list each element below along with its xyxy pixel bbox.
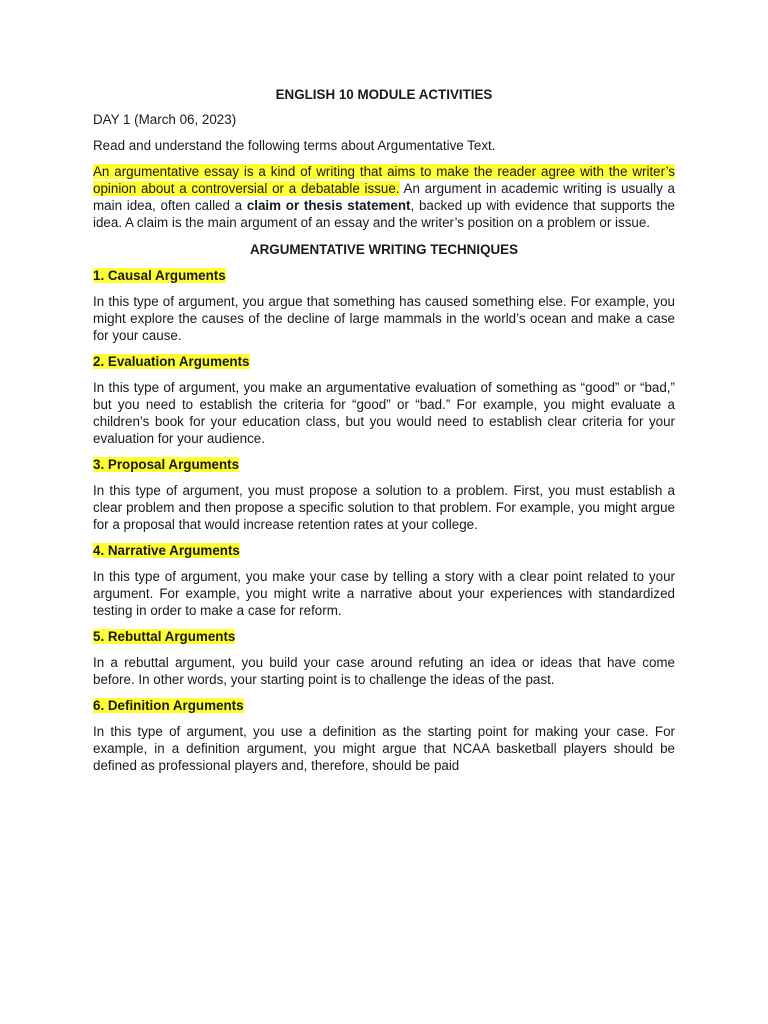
technique-heading-causal xyxy=(93,267,675,284)
technique-body-rebuttal: In a rebuttal argument, you build your case around refuting an idea or ideas that have come before. In other words, your starting point is to challenge the ideas of the past. xyxy=(93,655,675,687)
technique-heading-proposal xyxy=(93,456,675,473)
technique-heading-label: 6. Definition Arguments xyxy=(93,698,244,713)
document-title: ENGLISH 10 MODULE ACTIVITIES xyxy=(275,87,493,102)
technique-heading-evaluation xyxy=(93,353,675,370)
technique-body-narrative: In this type of argument, you make your case by telling a story with a clear point related to your argument. For example, you might write a narrative about your experiences with standardized testing in order to make a case for reform. xyxy=(93,569,675,618)
technique-body-causal: In this type of argument, you argue that something has caused something else. For example, you might explore the causes of the decline of large mammals in the world’s ocean and make a case for your cause. xyxy=(93,294,675,343)
day-date: DAY 1 (March 06, 2023) xyxy=(93,112,237,127)
technique-heading-label: 2. Evaluation Arguments xyxy=(93,354,250,369)
instruction-text: Read and understand the following terms about Argumentative Text. xyxy=(93,138,496,153)
technique-body-definition: In this type of argument, you use a definition as the starting point for making your case. For example, in a definition argument, you might argue that NCAA basketball players should be defined as professional players and, therefore, should be paid xyxy=(93,724,675,773)
technique-heading-label: 1. Causal Arguments xyxy=(93,268,226,283)
intro-highlighted-definition: An argumentative essay is a kind of writing that aims to make the reader agree with the writer’s opinion about a controversial or a debatable issue. xyxy=(93,164,675,196)
intro-text-part-2: , backed up with evidence that supports the idea. A claim is the main argument of an essay and the writer’s position on a problem or issue. xyxy=(93,198,675,230)
intro-bold-term: claim or thesis statement xyxy=(246,198,411,213)
intro-text-part-1: An argument in academic writing is usually a main idea, often called a xyxy=(93,181,675,213)
technique-body-proposal: In this type of argument, you must propose a solution to a problem. First, you must establish a clear problem and then propose a specific solution to that problem. For example, you might argue for a proposal that would increase retention rates at your college. xyxy=(93,483,675,532)
technique-heading-definition xyxy=(93,697,675,714)
technique-heading-rebuttal xyxy=(93,628,675,645)
document-page xyxy=(93,86,675,783)
section-heading: ARGUMENTATIVE WRITING TECHNIQUES xyxy=(249,242,519,257)
technique-heading-label: 5. Rebuttal Arguments xyxy=(93,629,236,644)
technique-heading-label: 3. Proposal Arguments xyxy=(93,457,240,472)
technique-heading-label: 4. Narrative Arguments xyxy=(93,543,240,558)
technique-heading-narrative xyxy=(93,542,675,559)
intro-paragraph xyxy=(93,163,675,231)
technique-body-evaluation: In this type of argument, you make an argumentative evaluation of something as “good” or “bad,” but you need to establish the criteria for “good” or “bad.” For example, you might evaluate a children’s book for your education class, but you would need to establish clear criteria for your evaluation for your audience. xyxy=(93,380,675,446)
